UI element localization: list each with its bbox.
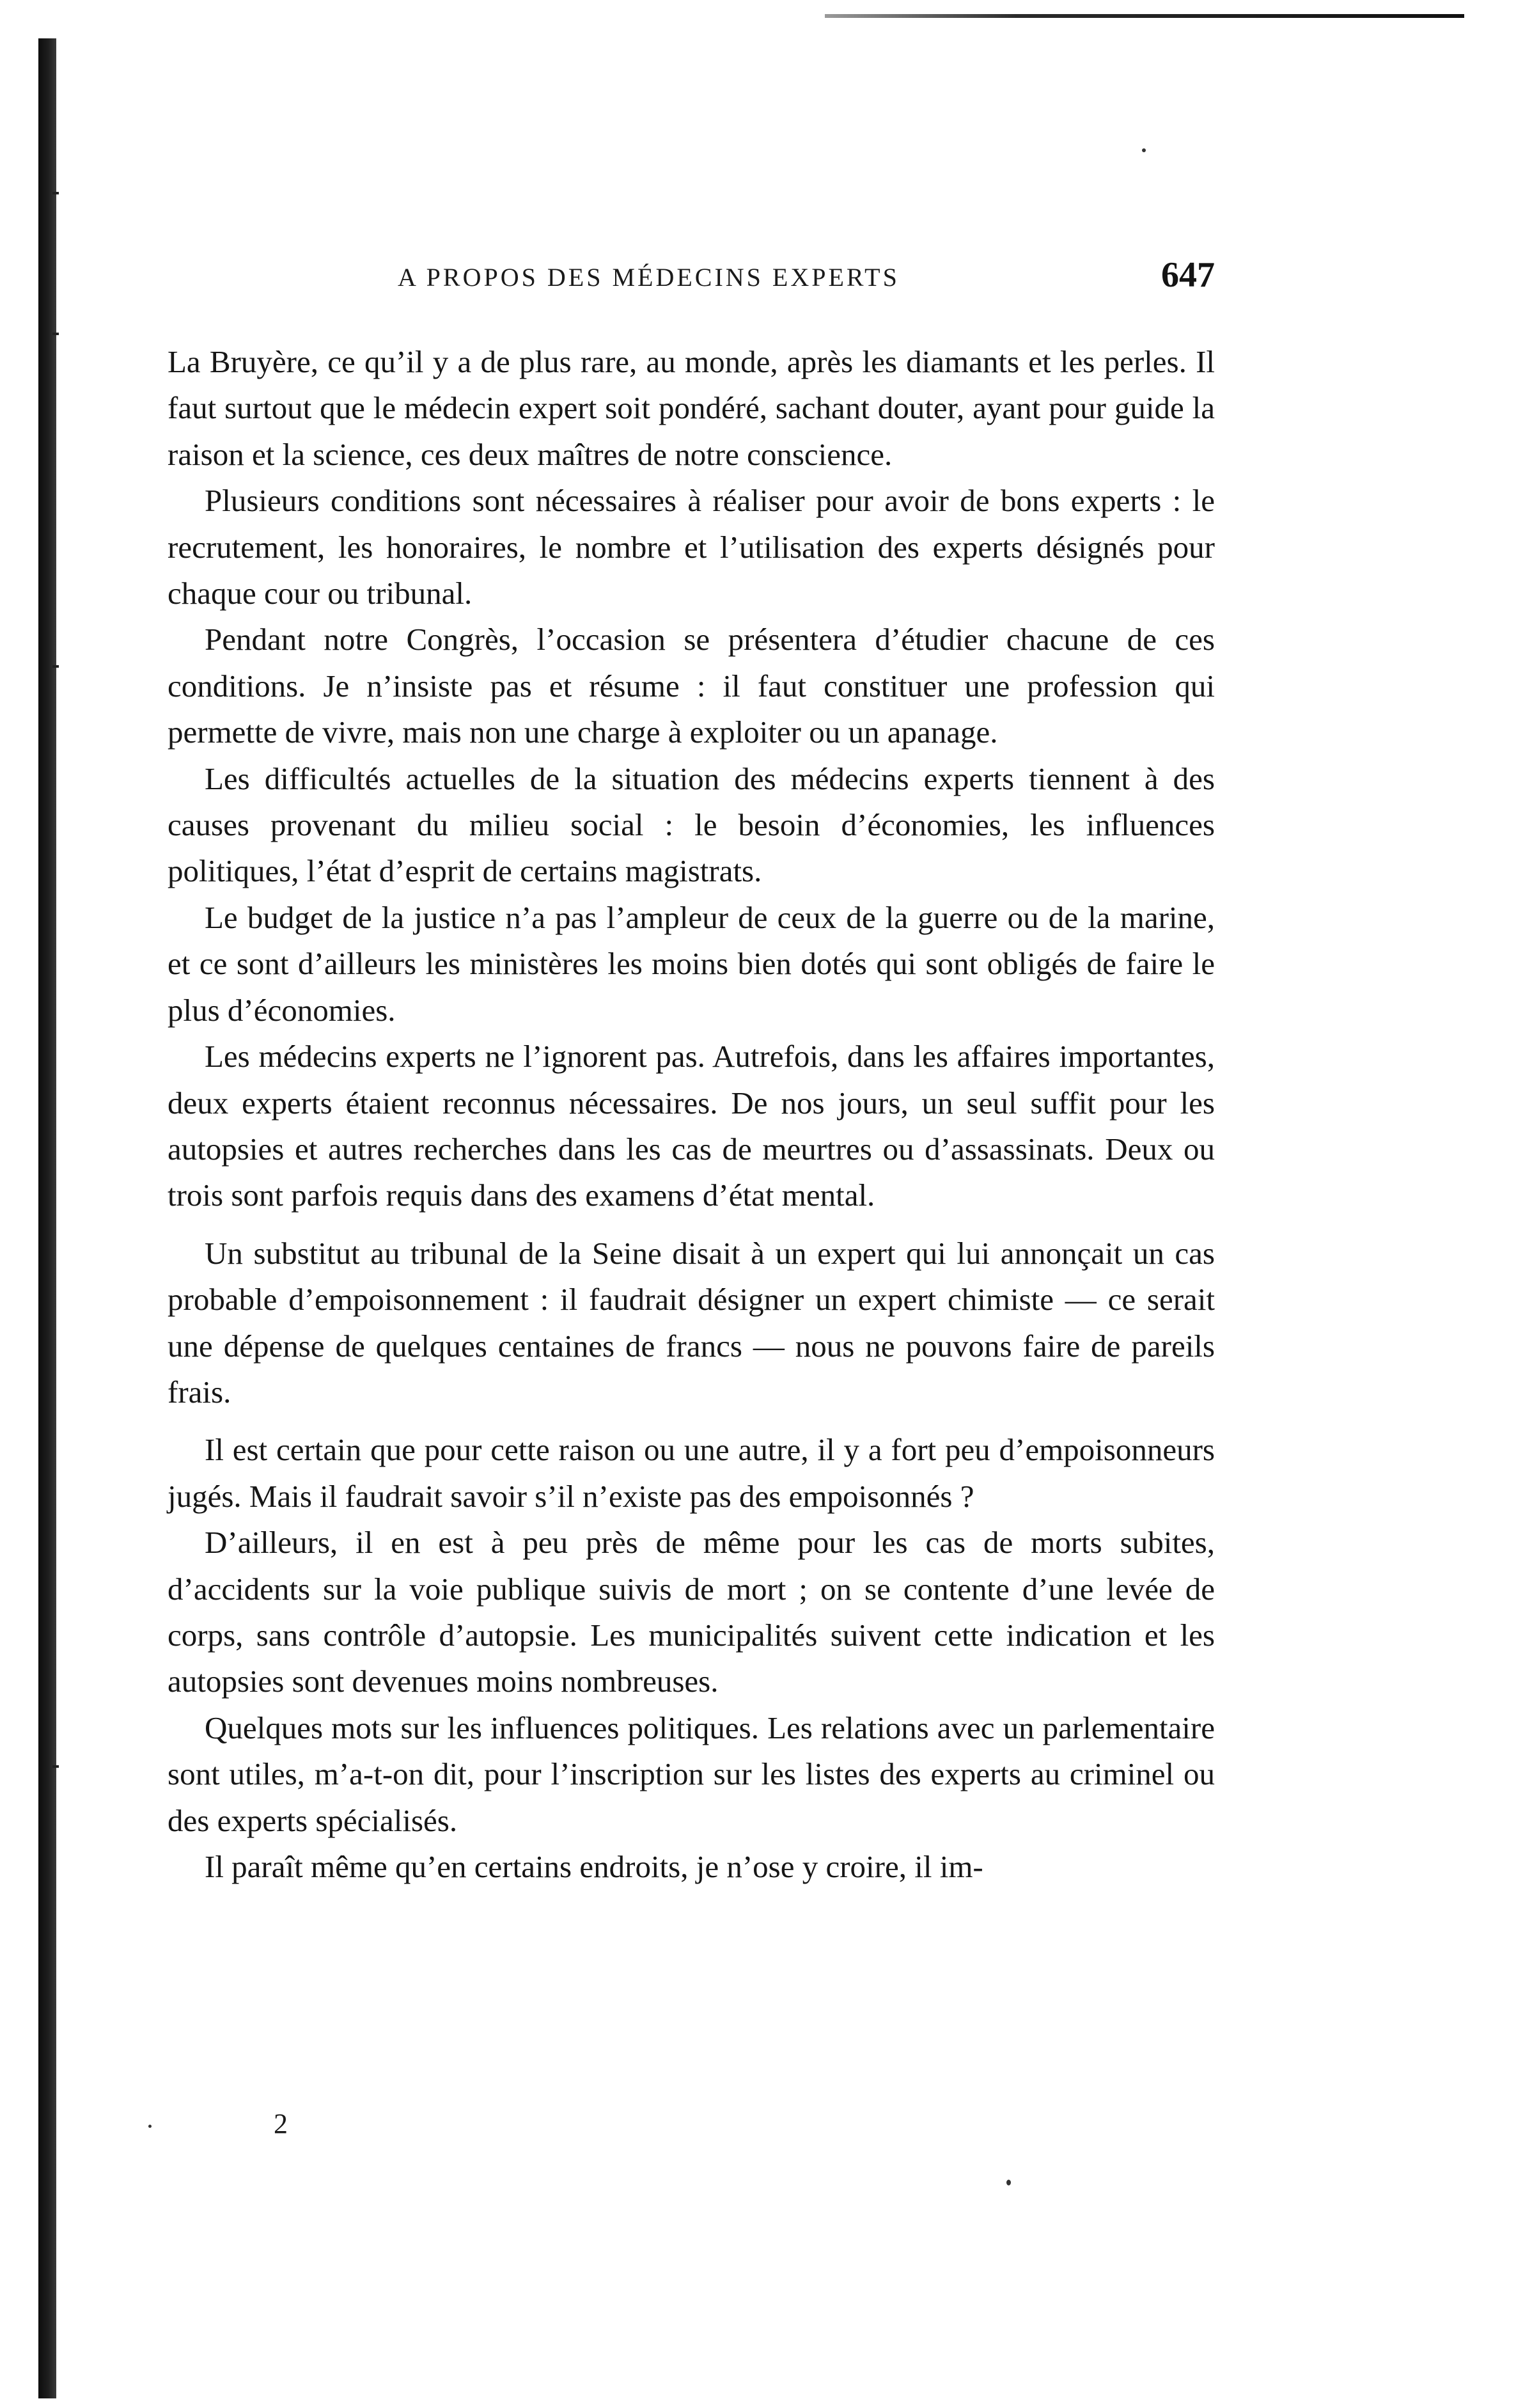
paragraph: Plusieurs conditions sont nécessaires à réaliser pour avoir de bons experts : le recrutement, les honoraires, le nombre et l’utilisation des experts désignés pour chaque cour ou tribunal. [168,483,1215,611]
paragraph: Le budget de la justice n’a pas l’ampleur de ceux de la guerre ou de la marine, et ce sont d’ailleurs les ministères les moins bien dotés qui sont obligés de faire le plus d’économies. [168,899,1215,1028]
paragraph: Les médecins experts ne l’ignorent pas. Autrefois, dans les affaires importantes, deux experts étaient reconnus nécessaires. De nos jours, un seul suffit pour les autopsies et autres recherches dans les cas de meurtres ou d’assassinats. Deux ou trois sont parfois requis dans des examens d’état mental. [168,1039,1215,1213]
paragraph: Un substitut au tribunal de la Seine disait à un expert qui lui annonçait un cas probable d’empoisonnement : il faudrait désigner un expert chimiste — ce serait une dépense de quelques centaines de francs — nous ne pouvons faire de pareils frais. [168,1235,1215,1410]
binding-notch [52,665,59,668]
running-head [166,257,1215,302]
binding-notch [52,192,59,194]
paragraph: La Bruyère, ce qu’il y a de plus rare, au monde, après les diamants et les perles. Il faut surtout que le médecin expert soit pondéré, sachant douter, ayant pour guide la raison et la science, ces deux maîtres de notre conscience. [168,344,1215,472]
page-binding-edge [38,38,56,2398]
page-number: 647 [1161,255,1215,295]
paragraph: Quelques mots sur les influences politiques. Les relations avec un parlementaire sont utiles, m’a-t-on dit, pour l’inscription sur les listes des experts au criminel ou des experts spécialisés. [168,1710,1215,1838]
running-title: A PROPOS DES MÉDECINS EXPERTS [398,263,900,292]
paragraph: D’ailleurs, il en est à peu près de même pour les cas de morts subites, d’accidents sur la voie publique suivis de mort ; on se contente d’une levée de corps, sans contrôle d’autopsie. Les municipalités suivent cette indication et les autopsies sont devenues moins nombreuses. [168,1525,1215,1699]
ink-speck [1006,2180,1011,2185]
paragraph: Les difficultés actuelles de la situation des médecins experts tiennent à des causes provenant du milieu social : le besoin d’économies, les influences politiques, l’état d’esprit de certains magistrats. [168,760,1215,889]
ink-speck [148,2125,152,2128]
signature-mark: 2 [274,2108,288,2139]
paragraph: Il est certain que pour cette raison ou une autre, il y a fort peu d’empoisonneurs jugés. Mais il faudrait savoir s’il n’existe pas des empoisonnés ? [168,1432,1215,1514]
binding-notch [52,333,59,335]
page-body-text [168,339,1215,1890]
paragraph: Il paraît même qu’en certains endroits, je n’ose y croire, il im- [205,1849,983,1884]
paragraph: Pendant notre Congrès, l’occasion se présentera d’étudier chacune de ces conditions. Je n’insiste pas et résume : il faut constituer une profession qui permette de vivre, mais non une charge à exploiter ou un apanage. [168,622,1215,750]
binding-notch [52,1765,59,1768]
ink-speck [1142,148,1146,152]
top-edge-rule [825,14,1464,18]
